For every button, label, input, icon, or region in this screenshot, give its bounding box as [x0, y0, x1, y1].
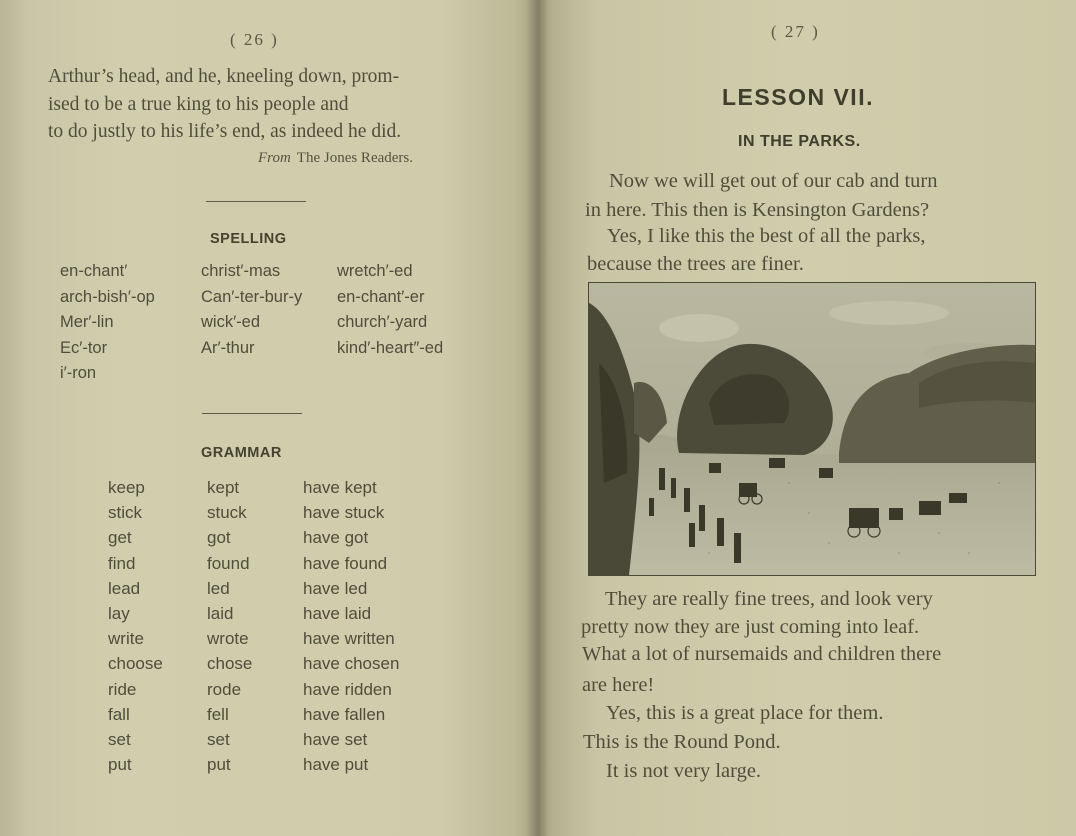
grammar-perfect-word: have kept: [303, 478, 377, 497]
spelling-word: Can′-ter-bur-y: [201, 287, 303, 306]
grammar-perfect-word: have fallen: [303, 704, 386, 724]
grammar-past-word: led: [207, 578, 230, 598]
spelling-word: Ar′-thur: [201, 338, 255, 357]
grammar-present-word: fall: [108, 704, 130, 724]
lesson-text-line: They are really fine trees, and look very: [605, 588, 933, 610]
grammar-perfect-word: have led: [303, 578, 368, 598]
grammar-perfect-word: have ridden: [303, 679, 392, 699]
grammar-perfect-word: have found: [303, 553, 388, 573]
grammar-present-word: choose: [108, 654, 163, 674]
grammar-perfect-word: have put: [303, 755, 369, 775]
lesson-subtitle: IN THE PARKS.: [738, 133, 861, 150]
spelling-word: wretch′-ed: [337, 262, 413, 280]
source-title: The Jones Readers.: [296, 150, 413, 166]
grammar-perfect-word: have got: [303, 528, 369, 548]
spelling-word: Mer′-lin: [60, 313, 114, 331]
grammar-present-word: stick: [108, 503, 142, 523]
grammar-past-column: [207, 478, 252, 780]
grammar-past-word: stuck: [207, 503, 247, 523]
grammar-past-word: kept: [207, 478, 240, 497]
grammar-heading: GRAMMAR: [201, 445, 282, 461]
grammar-present-word: write: [108, 629, 144, 649]
spelling-column-3: [337, 262, 443, 364]
page-number: ( 26 ): [230, 30, 279, 49]
grammar-perfect-column: [303, 478, 399, 780]
grammar-past-word: rode: [207, 679, 242, 699]
grammar-present-column: [108, 478, 163, 780]
lesson-text-line: Yes, I like this the best of all the parks,: [607, 225, 926, 247]
grammar-perfect-word: have written: [303, 629, 395, 649]
lesson-text-line: Yes, this is a great place for them.: [606, 702, 884, 724]
grammar-present-word: set: [108, 729, 131, 749]
spelling-word: wick′-ed: [201, 313, 261, 331]
page-number: ( 27 ): [771, 22, 820, 41]
lesson-text-line: This is the Round Pond.: [583, 731, 781, 753]
grammar-past-word: chose: [207, 654, 253, 674]
grammar-perfect-word: have set: [303, 729, 368, 749]
grammar-past-word: got: [207, 528, 231, 548]
spelling-heading: SPELLING: [210, 231, 287, 247]
grammar-past-word: put: [207, 755, 231, 775]
lesson-text-line: What a lot of nursemaids and children there: [582, 643, 942, 665]
spelling-column-2: [201, 262, 302, 364]
lesson-text-line: in here. This then is Kensington Gardens?: [585, 199, 930, 221]
grammar-present-word: keep: [108, 478, 145, 497]
grammar-perfect-word: have chosen: [303, 654, 400, 674]
grammar-present-word: lead: [108, 578, 141, 598]
spelling-word: en-chant′: [60, 262, 128, 280]
grammar-perfect-word: have laid: [303, 603, 372, 623]
spelling-word: church′-yard: [337, 313, 428, 331]
book-gutter: [526, 0, 548, 836]
grammar-present-word: find: [108, 553, 136, 573]
spelling-word: arch-bish′-op: [60, 287, 155, 306]
grammar-past-word: laid: [207, 603, 234, 623]
grammar-perfect-word: have stuck: [303, 503, 385, 523]
spelling-column-1: [60, 262, 155, 390]
spelling-word: en-chant′-er: [337, 287, 425, 306]
grammar-past-word: wrote: [207, 629, 249, 649]
spelling-word: kind′-heart″-ed: [337, 338, 444, 357]
grammar-past-word: fell: [207, 704, 229, 724]
grammar-past-word: found: [207, 553, 250, 573]
lesson-text-line: are here!: [582, 674, 655, 696]
lesson-text-line: because the trees are finer.: [587, 253, 804, 275]
spelling-word: Ec′-tor: [60, 338, 108, 357]
lesson-text-line: It is not very large.: [606, 760, 762, 782]
section-divider: [202, 413, 302, 414]
grammar-present-word: put: [108, 755, 132, 775]
source-citation: [258, 150, 413, 167]
lesson-text-line: pretty now they are just coming into leaf.: [581, 616, 920, 638]
grammar-present-word: lay: [108, 603, 130, 623]
grammar-present-word: get: [108, 528, 132, 548]
grammar-past-word: set: [207, 729, 230, 749]
source-from: From: [258, 150, 291, 166]
lesson-title: LESSON VII.: [722, 84, 874, 110]
lesson-text-line: Now we will get out of our cab and turn: [609, 170, 938, 192]
spelling-word: i′-ron: [60, 364, 97, 382]
kensington-gardens-engraving: [589, 283, 1035, 575]
prose-line: to do justly to his life’s end, as indeed he did.: [48, 121, 402, 142]
section-divider: [206, 201, 306, 202]
park-illustration: [588, 282, 1036, 576]
grammar-present-word: ride: [108, 679, 137, 699]
prose-line: Arthur’s head, and he, kneeling down, prom-: [48, 66, 400, 87]
prose-line: ised to be a true king to his people and: [48, 94, 349, 115]
spelling-word: christ′-mas: [201, 262, 281, 280]
